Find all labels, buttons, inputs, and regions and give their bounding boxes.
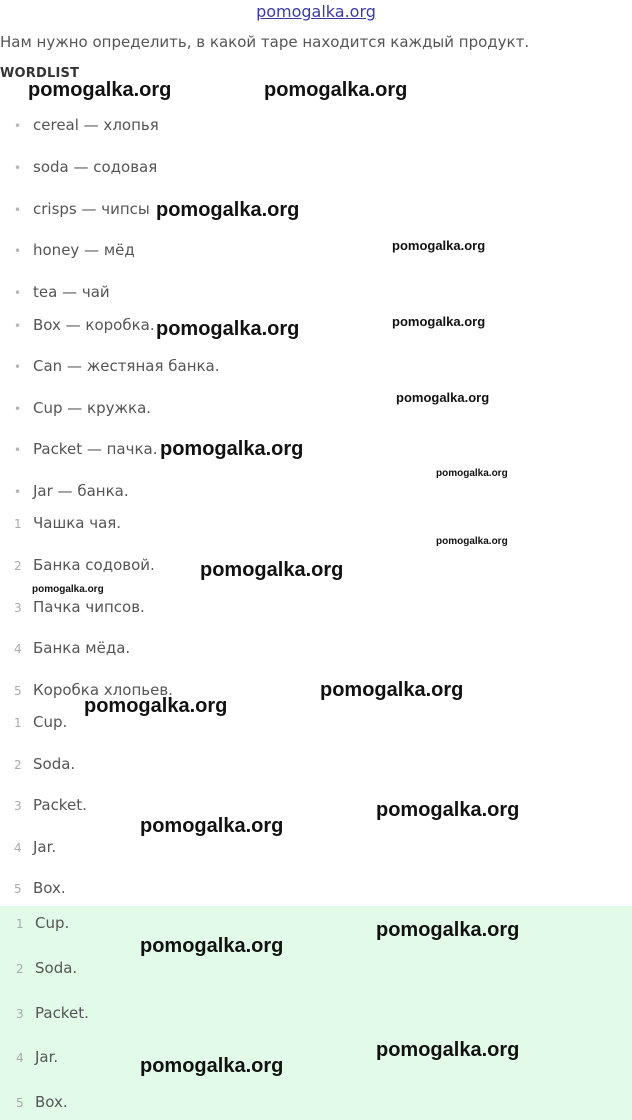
watermark: pomogalka.org: [264, 79, 408, 101]
wordlist-item: • honey — мёд: [14, 239, 135, 261]
watermark: pomogalka.org: [376, 1039, 520, 1061]
highlighted-answers-panel: [0, 906, 632, 1120]
watermark: pomogalka.org: [436, 468, 508, 479]
wordlist-item: • Box — коробка.: [14, 314, 155, 336]
translation-item: 2 Банка содовой.: [14, 556, 155, 574]
highlighted-answer-item: 3 Packet.: [16, 1004, 89, 1022]
watermark: pomogalka.org: [84, 695, 228, 717]
bullet-icon: •: [14, 119, 22, 133]
bullet-icon: •: [14, 203, 22, 217]
bullet-icon: •: [14, 244, 22, 258]
wordlist-item: • tea — чай: [14, 281, 110, 303]
watermark: pomogalka.org: [160, 438, 304, 460]
wordlist-item: • cereal — хлопья: [14, 114, 159, 136]
answer-item: 4 Jar.: [14, 838, 57, 856]
answer-item: 1 Cup.: [14, 713, 68, 731]
bullet-icon: •: [14, 286, 22, 300]
watermark: pomogalka.org: [200, 559, 344, 581]
wordlist-item: • Cup — кружка.: [14, 397, 151, 419]
watermark: pomogalka.org: [436, 536, 508, 547]
watermark: pomogalka.org: [396, 390, 490, 405]
watermark: pomogalka.org: [32, 584, 104, 595]
watermark: pomogalka.org: [140, 1055, 284, 1077]
watermark: pomogalka.org: [392, 238, 486, 253]
watermark: pomogalka.org: [392, 314, 486, 329]
bullet-icon: •: [14, 485, 22, 499]
watermark: pomogalka.org: [140, 815, 284, 837]
answer-item: 5 Box.: [14, 879, 66, 897]
highlighted-answer-item: 5 Box.: [16, 1093, 68, 1111]
watermark: pomogalka.org: [320, 679, 464, 701]
bullet-icon: •: [14, 161, 22, 175]
watermark: pomogalka.org: [376, 919, 520, 941]
wordlist-item: • Packet — пачка.: [14, 438, 158, 460]
wordlist-item: • soda — содовая: [14, 156, 157, 178]
watermark: pomogalka.org: [376, 799, 520, 821]
watermark: pomogalka.org: [156, 318, 300, 340]
bullet-icon: •: [14, 360, 22, 374]
bullet-icon: •: [14, 402, 22, 416]
wordlist-heading: WORDLIST: [0, 66, 80, 81]
translation-item: 5 Коробка хлопьев.: [14, 681, 173, 699]
answer-item: 3 Packet.: [14, 796, 87, 814]
answer-item: 2 Soda.: [14, 755, 76, 773]
task-description: Нам нужно определить, в какой таре находится каждый продукт.: [0, 33, 530, 51]
site-link[interactable]: pomogalka.org: [256, 2, 376, 21]
highlighted-answer-item: 2 Soda.: [16, 959, 78, 977]
wordlist-item: • crisps — чипсы: [14, 198, 150, 220]
translation-item: 1 Чашка чая.: [14, 514, 122, 532]
highlighted-answer-item: 4 Jar.: [16, 1048, 59, 1066]
bullet-icon: •: [14, 443, 22, 457]
translation-item: 4 Банка мёда.: [14, 639, 131, 657]
wordlist-item: • Can — жестяная банка.: [14, 355, 220, 377]
watermark: pomogalka.org: [28, 79, 172, 101]
wordlist-item: • Jar — банка.: [14, 480, 129, 502]
watermark: pomogalka.org: [140, 935, 284, 957]
watermark: pomogalka.org: [156, 199, 300, 221]
translation-item: 3 Пачка чипсов.: [14, 598, 145, 616]
bullet-icon: •: [14, 319, 22, 333]
highlighted-answer-item: 1 Cup.: [16, 914, 70, 932]
